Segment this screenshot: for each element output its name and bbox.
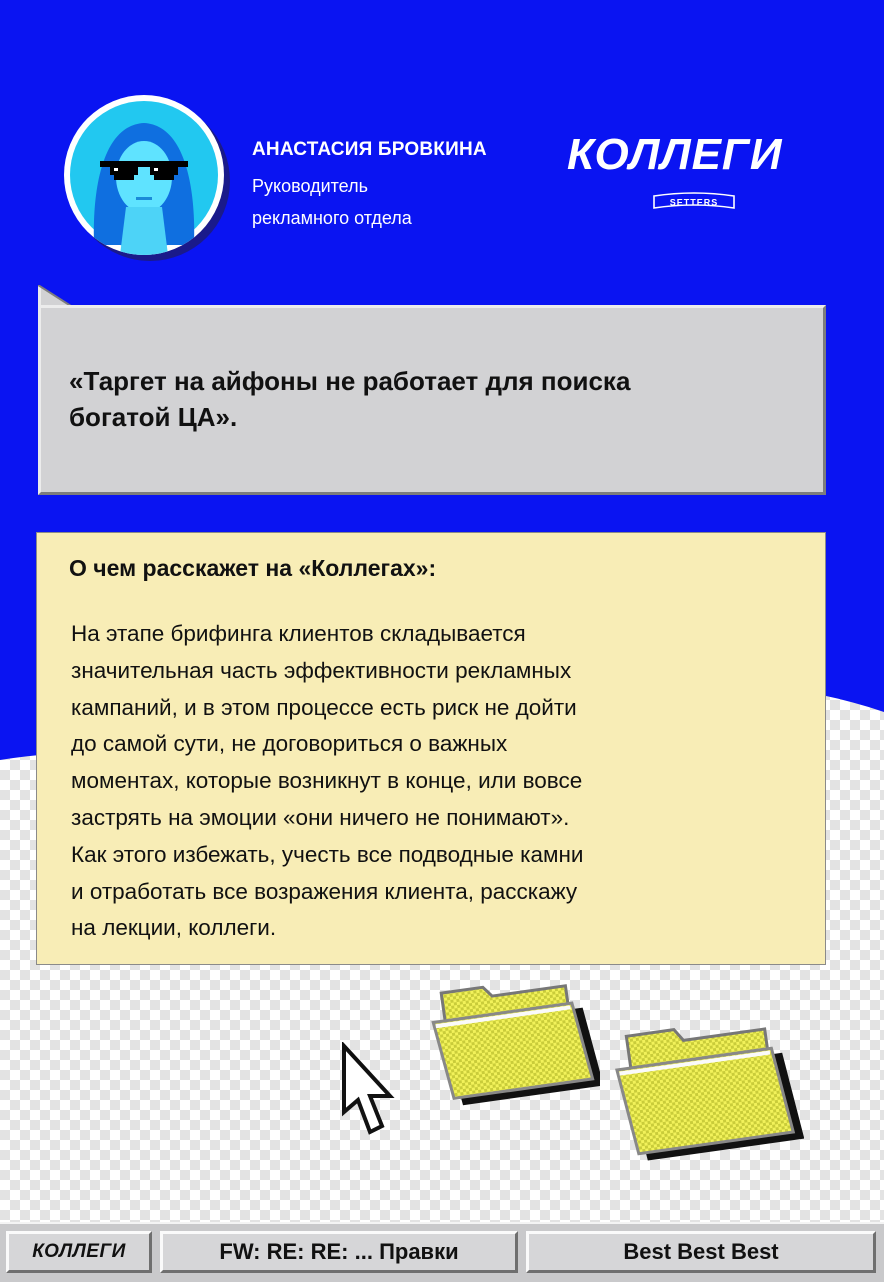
speaker-role-line2: рекламного отдела — [252, 208, 412, 228]
folder-icon[interactable] — [604, 1002, 804, 1170]
quote-line: «Таргет на айфоны не работает для поиска — [69, 366, 631, 396]
info-line: и отработать все возражения клиента, расскажу — [71, 878, 578, 904]
quote-text — [69, 363, 789, 435]
taskbar — [0, 1222, 884, 1282]
portrait-icon — [64, 95, 224, 255]
taskbar-task-button[interactable]: Best Best Best — [526, 1231, 876, 1273]
quote-box — [38, 305, 826, 495]
folder-icon[interactable] — [420, 962, 600, 1112]
info-line: до самой сути, не договориться о важных — [71, 731, 508, 757]
info-box — [36, 532, 826, 965]
setters-badge-text: SETTERS — [669, 197, 719, 208]
info-body — [71, 616, 801, 947]
info-line: на лекции, коллеги. — [71, 915, 277, 941]
info-line: значительная часть эффективности рекламных — [71, 657, 572, 683]
info-line: кампаний, и в этом процессе есть риск не дойти — [71, 694, 577, 720]
taskbar-start-button[interactable]: КОЛЛЕГИ — [6, 1231, 152, 1273]
pointer-cursor-icon — [338, 1042, 398, 1142]
info-line: Как этого избежать, учесть все подводные камни — [71, 841, 584, 867]
quote-line: богатой ЦА». — [69, 402, 238, 432]
brand-logo: КОЛЛЕГИ — [567, 130, 783, 179]
taskbar-task-button[interactable]: FW: RE: RE: ... Правки — [160, 1231, 518, 1273]
speaker-role-line1: Руководитель — [252, 176, 368, 196]
setters-badge — [652, 192, 736, 212]
avatar — [64, 95, 224, 255]
info-heading: О чем расскажет на «Коллегах»: — [69, 555, 437, 581]
info-line: моментах, которые возникнут в конце, или вовсе — [71, 768, 583, 794]
info-line: На этапе брифинга клиентов складывается — [71, 621, 526, 646]
speaker-name: АНАСТАСИЯ БРОВКИНА — [252, 139, 487, 160]
info-line: застрять на эмоции «они ничего не понимают». — [71, 804, 570, 830]
